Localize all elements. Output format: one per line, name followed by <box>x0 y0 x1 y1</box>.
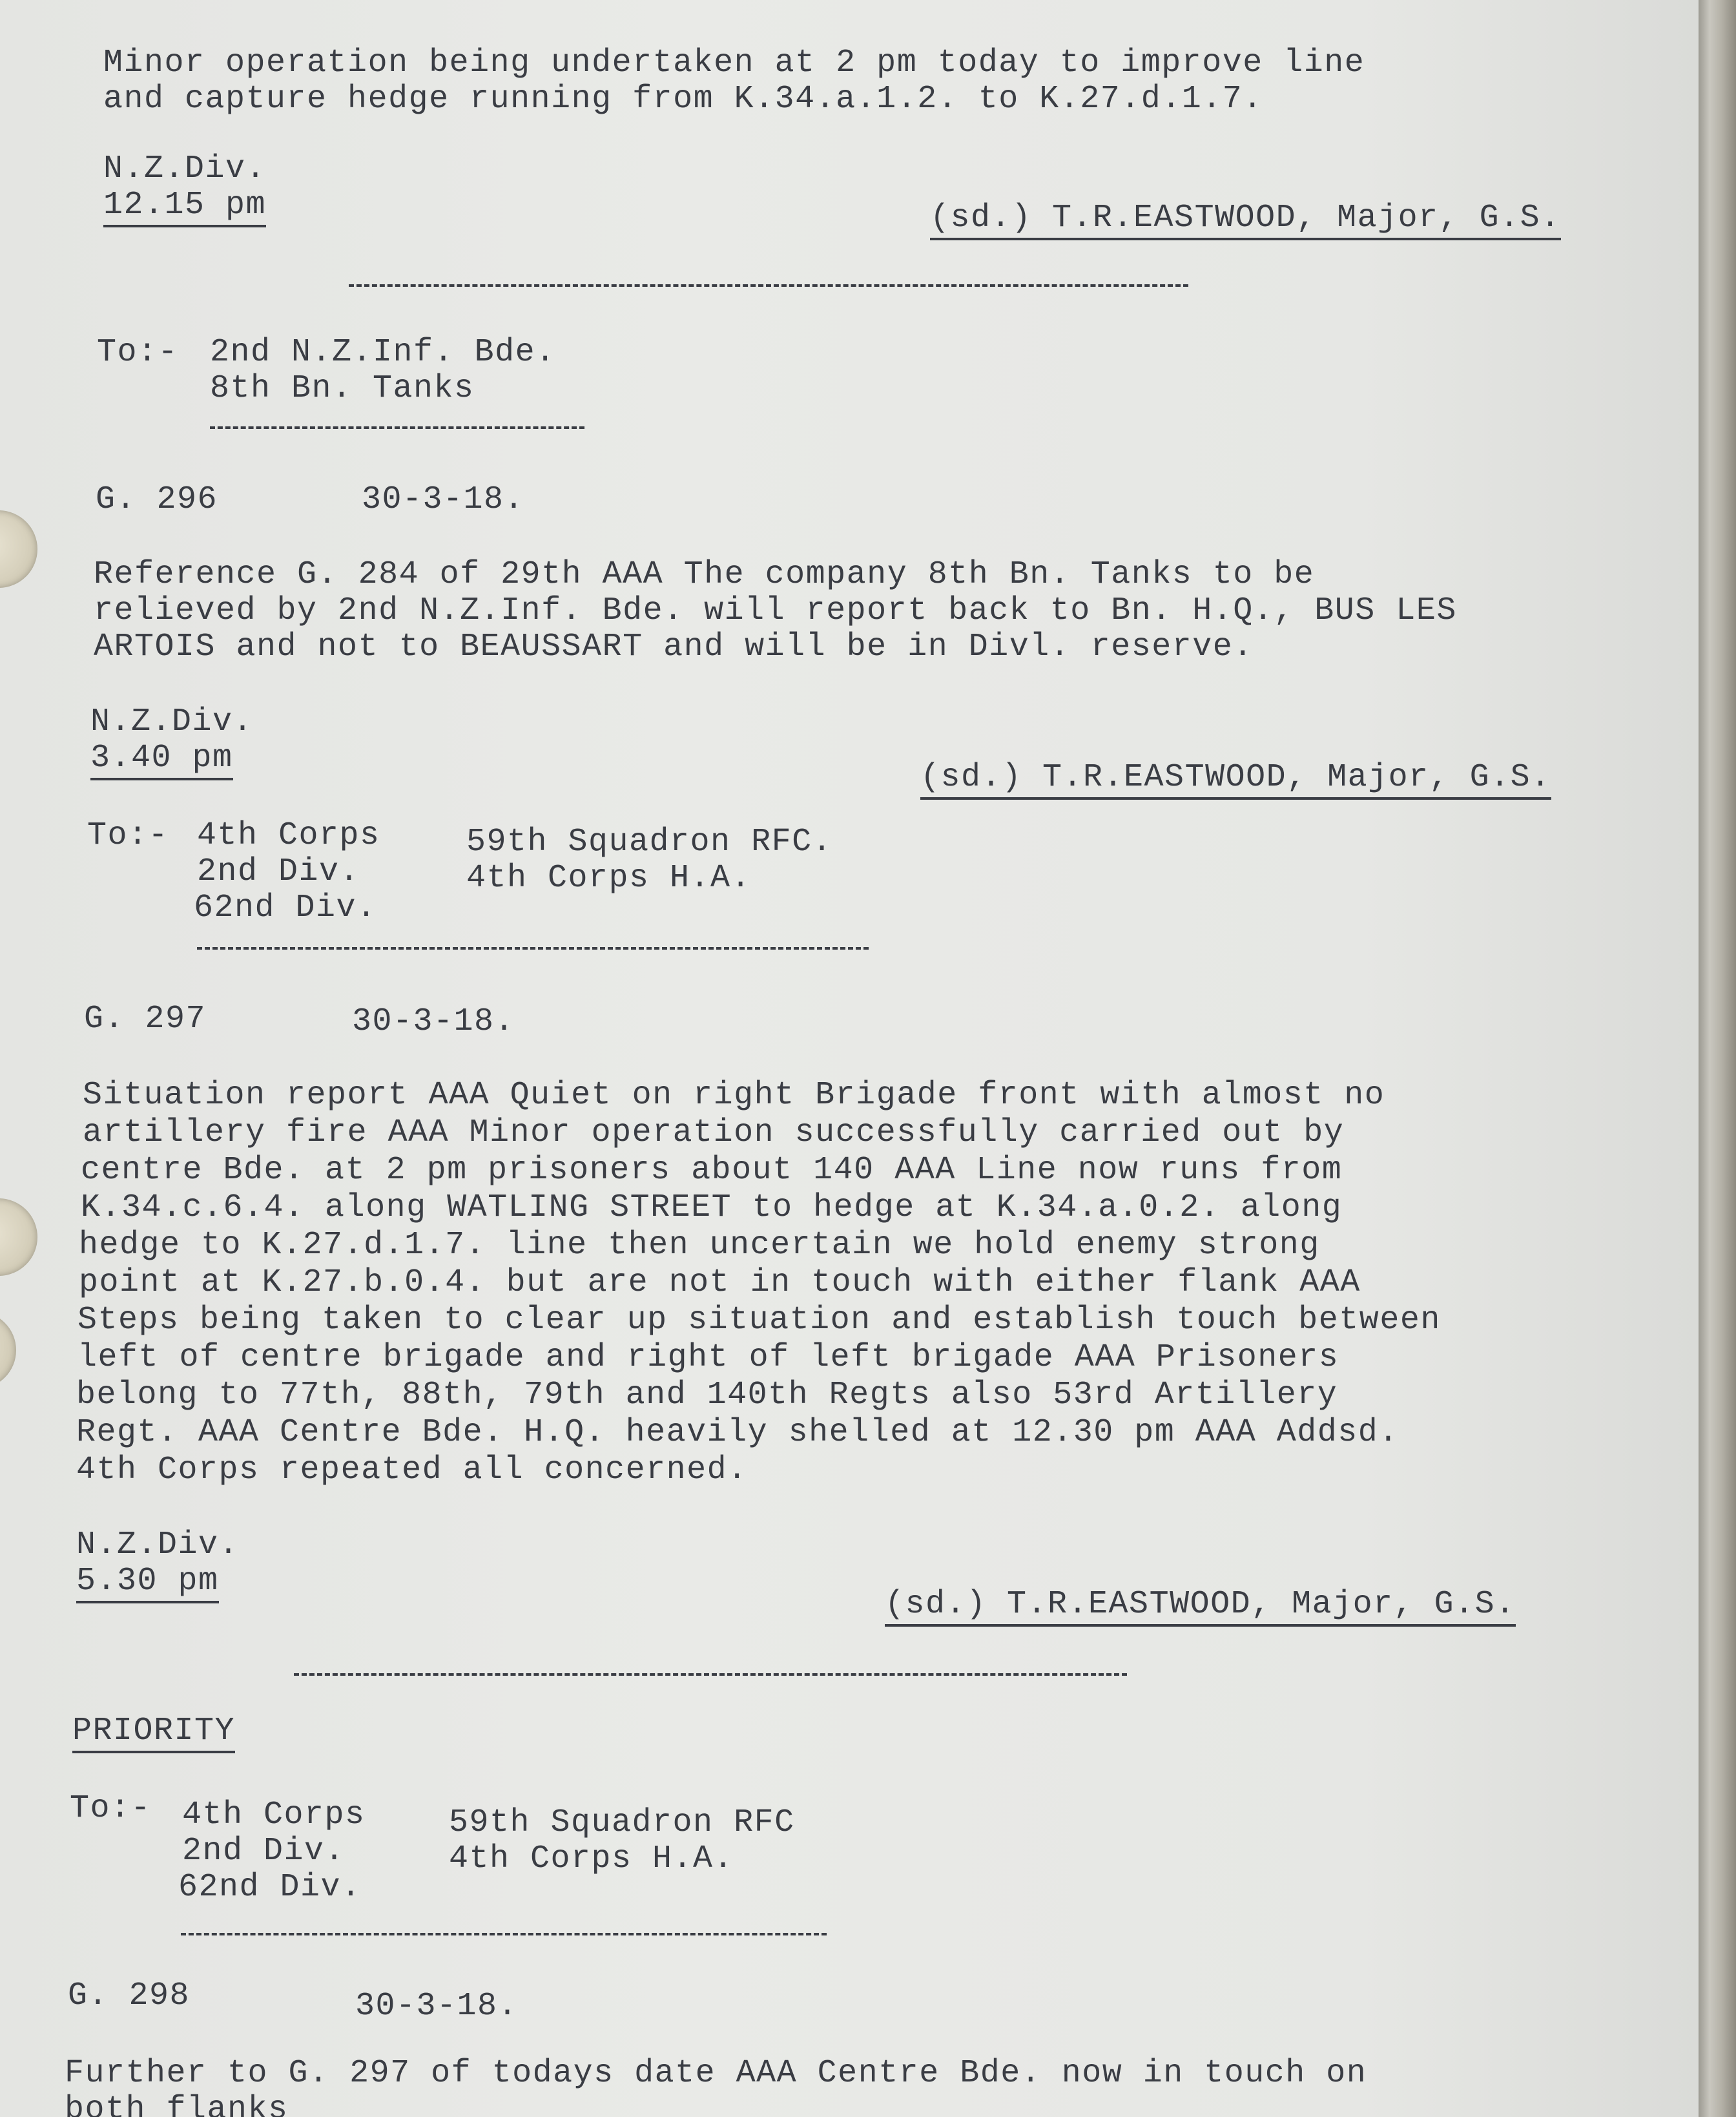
m297-recipient-col1-1: 4th Corps <box>197 817 380 854</box>
binder-edge <box>1699 0 1736 2117</box>
m297-body-11: 4th Corps repeated all concerned. <box>76 1452 748 1488</box>
m297-body-8: left of centre brigade and right of left brigade AAA Prisoners <box>78 1339 1339 1376</box>
m297-date: 30-3-18. <box>352 1003 515 1040</box>
punch-hole-top <box>0 510 37 588</box>
m296-date: 30-3-18. <box>362 481 525 518</box>
m296-body-3: ARTOIS and not to BEAUSSART and will be in Divl. reserve. <box>94 629 1254 665</box>
m297-time: 5.30 pm <box>76 1563 219 1603</box>
m297-recipient-col2-1: 59th Squadron RFC. <box>466 824 833 860</box>
opening-line-1: Minor operation being undertaken at 2 pm today to improve line <box>103 45 1365 81</box>
m297-body-2: artillery fire AAA Minor operation successfully carried out by <box>83 1114 1345 1151</box>
m296-body-1: Reference G. 284 of 29th AAA The company 8th Bn. Tanks to be <box>94 556 1315 593</box>
m296-signature: (sd.) T.R.EASTWOOD, Major, G.S. <box>920 760 1551 800</box>
m298-recipient-col2-2: 4th Corps H.A. <box>449 1841 734 1877</box>
m297-recipient-col2-2: 4th Corps H.A. <box>466 860 752 897</box>
m298-recipient-col2-1: 59th Squadron RFC <box>449 1804 795 1841</box>
m297-body-10: Regt. AAA Centre Bde. H.Q. heavily shelled at 12.30 pm AAA Addsd. <box>76 1414 1399 1451</box>
opening-time: 12.15 pm <box>103 187 266 227</box>
m297-recipient-col1-3: 62nd Div. <box>194 890 377 926</box>
opening-signature: (sd.) T.R.EASTWOOD, Major, G.S. <box>930 200 1561 240</box>
m297-recipient-col1-2: 2nd Div. <box>197 853 360 890</box>
m297-signature: (sd.) T.R.EASTWOOD, Major, G.S. <box>885 1587 1516 1627</box>
opening-line-2: and capture hedge running from K.34.a.1.2. to K.27.d.1.7. <box>103 81 1263 118</box>
m296-origin: N.Z.Div. <box>90 704 254 740</box>
m298-to-label: To:- <box>70 1790 152 1827</box>
separator-2 <box>294 1673 1127 1676</box>
m298-recipient-col1-1: 4th Corps <box>182 1797 366 1833</box>
m297-body-9: belong to 77th, 88th, 79th and 140th Regts also 53rd Artillery <box>76 1377 1338 1413</box>
m296-recipient-2: 8th Bn. Tanks <box>210 370 475 407</box>
m296-recipient-1: 2nd N.Z.Inf. Bde. <box>210 334 556 371</box>
m298-recipient-col1-2: 2nd Div. <box>182 1833 346 1870</box>
punch-hole-middle <box>0 1198 37 1276</box>
m297-body-6: point at K.27.b.0.4. but are not in touch with either flank AAA <box>79 1264 1361 1301</box>
m296-to-label: To:- <box>97 334 179 371</box>
separator-1 <box>349 284 1188 287</box>
m297-body-4: K.34.c.6.4. along WATLING STREET to hedge at K.34.a.0.2. along <box>81 1189 1343 1226</box>
m298-date: 30-3-18. <box>355 1988 519 2025</box>
m297-number: G. 297 <box>84 1001 207 1038</box>
m298-body-1: Further to G. 297 of todays date AAA Centre Bde. now in touch on <box>65 2055 1367 2092</box>
m298-recipient-col1-3: 62nd Div. <box>178 1869 362 1906</box>
m296-recipients-rule <box>210 426 584 429</box>
m298-recipients-rule <box>181 1933 827 1935</box>
m298-number: G. 298 <box>68 1977 191 2014</box>
m297-to-label: To:- <box>87 817 169 854</box>
m298-body-2: both flanks <box>65 2091 289 2117</box>
m297-recipients-rule <box>197 947 869 950</box>
m296-number: G. 296 <box>96 481 218 518</box>
m297-body-1: Situation report AAA Quiet on right Brigade front with almost no <box>83 1077 1385 1114</box>
m297-origin: N.Z.Div. <box>76 1527 240 1563</box>
m297-body-3: centre Bde. at 2 pm prisoners about 140 AAA Line now runs from <box>81 1152 1343 1189</box>
opening-origin: N.Z.Div. <box>103 151 267 187</box>
m296-time: 3.40 pm <box>90 740 233 780</box>
m298-priority: PRIORITY <box>72 1713 235 1753</box>
m297-body-5: hedge to K.27.d.1.7. line then uncertain we hold enemy strong <box>79 1227 1320 1264</box>
punch-hole-lower <box>0 1311 16 1389</box>
m296-body-2: relieved by 2nd N.Z.Inf. Bde. will report back to Bn. H.Q., BUS LES <box>94 592 1457 629</box>
m297-body-7: Steps being taken to clear up situation and establish touch between <box>78 1302 1441 1339</box>
